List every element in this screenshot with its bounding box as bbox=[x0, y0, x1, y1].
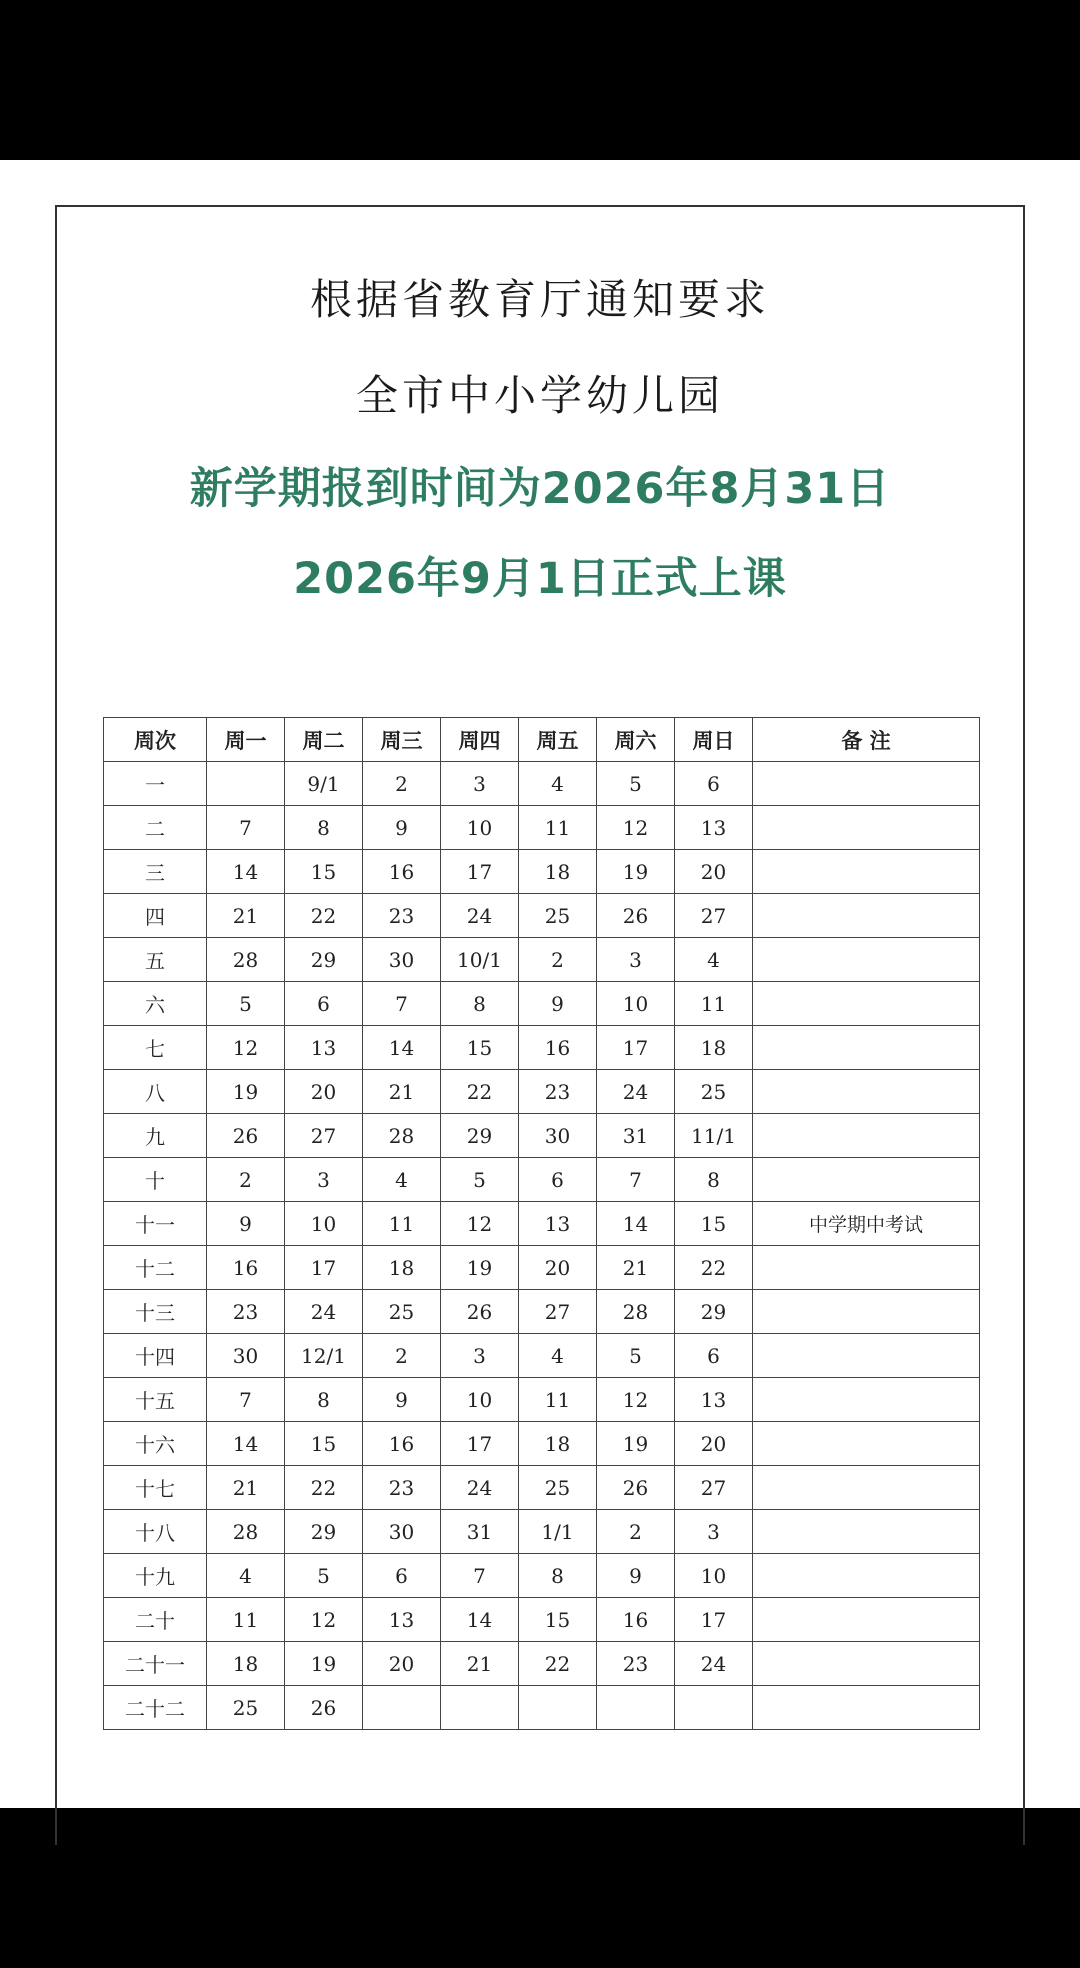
date-cell bbox=[207, 762, 285, 806]
date-cell: 16 bbox=[363, 850, 441, 894]
date-cell: 22 bbox=[519, 1642, 597, 1686]
date-cell: 28 bbox=[207, 938, 285, 982]
table-row bbox=[104, 982, 980, 1026]
date-cell: 25 bbox=[519, 1466, 597, 1510]
remark-cell bbox=[753, 1378, 980, 1422]
date-cell: 19 bbox=[441, 1246, 519, 1290]
date-cell: 21 bbox=[207, 894, 285, 938]
date-cell: 23 bbox=[207, 1290, 285, 1334]
date-cell: 20 bbox=[675, 1422, 753, 1466]
column-header: 周三 bbox=[363, 718, 441, 762]
remark-cell bbox=[753, 762, 980, 806]
date-cell: 13 bbox=[363, 1598, 441, 1642]
date-cell: 16 bbox=[363, 1422, 441, 1466]
date-cell: 8 bbox=[675, 1158, 753, 1202]
date-cell: 24 bbox=[675, 1642, 753, 1686]
date-cell: 13 bbox=[675, 806, 753, 850]
table-row bbox=[104, 1246, 980, 1290]
date-cell: 24 bbox=[441, 894, 519, 938]
table-row bbox=[104, 1598, 980, 1642]
date-cell: 17 bbox=[285, 1246, 363, 1290]
date-cell: 29 bbox=[285, 1510, 363, 1554]
week-number-cell: 十五 bbox=[104, 1378, 207, 1422]
date-cell: 19 bbox=[285, 1642, 363, 1686]
date-cell: 21 bbox=[597, 1246, 675, 1290]
remark-cell bbox=[753, 1114, 980, 1158]
date-cell: 27 bbox=[675, 894, 753, 938]
date-cell: 16 bbox=[519, 1026, 597, 1070]
date-cell: 6 bbox=[363, 1554, 441, 1598]
date-cell: 19 bbox=[207, 1070, 285, 1114]
date-cell: 26 bbox=[207, 1114, 285, 1158]
date-cell: 6 bbox=[675, 1334, 753, 1378]
date-cell: 22 bbox=[675, 1246, 753, 1290]
table-row bbox=[104, 1026, 980, 1070]
date-cell bbox=[519, 1686, 597, 1730]
table-row bbox=[104, 894, 980, 938]
date-cell: 23 bbox=[363, 1466, 441, 1510]
table-row bbox=[104, 1466, 980, 1510]
remark-cell bbox=[753, 938, 980, 982]
remark-cell bbox=[753, 1642, 980, 1686]
date-cell: 29 bbox=[285, 938, 363, 982]
remark-cell bbox=[753, 982, 980, 1026]
date-cell: 13 bbox=[519, 1202, 597, 1246]
table-row bbox=[104, 1290, 980, 1334]
table-body bbox=[104, 762, 980, 1730]
date-cell: 9/1 bbox=[285, 762, 363, 806]
remark-cell bbox=[753, 1510, 980, 1554]
date-cell: 2 bbox=[363, 1334, 441, 1378]
date-cell: 2 bbox=[207, 1158, 285, 1202]
date-cell: 8 bbox=[285, 806, 363, 850]
remark-cell bbox=[753, 1334, 980, 1378]
date-cell: 3 bbox=[285, 1158, 363, 1202]
date-cell: 13 bbox=[285, 1026, 363, 1070]
date-cell: 9 bbox=[363, 1378, 441, 1422]
school-calendar-table bbox=[103, 717, 980, 1730]
date-cell: 4 bbox=[675, 938, 753, 982]
date-cell: 7 bbox=[597, 1158, 675, 1202]
table-row bbox=[104, 1378, 980, 1422]
date-cell: 13 bbox=[675, 1378, 753, 1422]
date-cell: 14 bbox=[363, 1026, 441, 1070]
date-cell: 15 bbox=[285, 1422, 363, 1466]
remark-cell bbox=[753, 1466, 980, 1510]
date-cell: 2 bbox=[519, 938, 597, 982]
date-cell: 16 bbox=[207, 1246, 285, 1290]
date-cell: 7 bbox=[207, 806, 285, 850]
table-row bbox=[104, 1554, 980, 1598]
date-cell: 6 bbox=[285, 982, 363, 1026]
column-header: 周四 bbox=[441, 718, 519, 762]
date-cell: 29 bbox=[675, 1290, 753, 1334]
date-cell: 12 bbox=[285, 1598, 363, 1642]
date-cell: 22 bbox=[441, 1070, 519, 1114]
column-header: 周二 bbox=[285, 718, 363, 762]
notice-line-1: 根据省教育厅通知要求 bbox=[309, 275, 770, 324]
week-number-cell: 十七 bbox=[104, 1466, 207, 1510]
date-cell: 4 bbox=[207, 1554, 285, 1598]
date-cell: 9 bbox=[207, 1202, 285, 1246]
date-cell: 11 bbox=[519, 1378, 597, 1422]
remark-cell bbox=[753, 1246, 980, 1290]
table-row bbox=[104, 1422, 980, 1466]
date-cell: 10 bbox=[441, 1378, 519, 1422]
date-cell: 3 bbox=[441, 762, 519, 806]
column-header: 周次 bbox=[104, 718, 207, 762]
date-cell: 12 bbox=[597, 806, 675, 850]
date-cell: 1/1 bbox=[519, 1510, 597, 1554]
date-cell: 8 bbox=[519, 1554, 597, 1598]
date-cell: 18 bbox=[519, 850, 597, 894]
week-number-cell: 十二 bbox=[104, 1246, 207, 1290]
week-number-cell: 九 bbox=[104, 1114, 207, 1158]
date-cell: 22 bbox=[285, 894, 363, 938]
table-row bbox=[104, 938, 980, 982]
remark-cell bbox=[753, 1070, 980, 1114]
date-cell: 28 bbox=[597, 1290, 675, 1334]
date-cell: 26 bbox=[597, 1466, 675, 1510]
date-cell: 14 bbox=[207, 850, 285, 894]
date-cell: 10 bbox=[285, 1202, 363, 1246]
week-number-cell: 二十二 bbox=[104, 1686, 207, 1730]
date-cell: 22 bbox=[285, 1466, 363, 1510]
date-cell: 5 bbox=[285, 1554, 363, 1598]
date-cell: 20 bbox=[363, 1642, 441, 1686]
date-cell: 7 bbox=[441, 1554, 519, 1598]
table-row bbox=[104, 1158, 980, 1202]
column-header: 周日 bbox=[675, 718, 753, 762]
week-number-cell: 十一 bbox=[104, 1202, 207, 1246]
date-cell: 10 bbox=[675, 1554, 753, 1598]
date-cell: 18 bbox=[207, 1642, 285, 1686]
date-cell: 3 bbox=[597, 938, 675, 982]
date-cell: 26 bbox=[597, 894, 675, 938]
week-number-cell: 四 bbox=[104, 894, 207, 938]
registration-date-line: 新学期报到时间为2026年8月31日 bbox=[189, 464, 891, 514]
date-cell: 23 bbox=[597, 1642, 675, 1686]
date-cell: 5 bbox=[597, 1334, 675, 1378]
date-cell: 9 bbox=[519, 982, 597, 1026]
table-row bbox=[104, 1334, 980, 1378]
remark-cell bbox=[753, 1686, 980, 1730]
date-cell: 18 bbox=[519, 1422, 597, 1466]
date-cell: 25 bbox=[675, 1070, 753, 1114]
column-header: 周一 bbox=[207, 718, 285, 762]
date-cell: 5 bbox=[207, 982, 285, 1026]
date-cell: 30 bbox=[207, 1334, 285, 1378]
date-cell: 19 bbox=[597, 1422, 675, 1466]
table-row bbox=[104, 1202, 980, 1246]
date-cell: 14 bbox=[441, 1598, 519, 1642]
date-cell: 3 bbox=[441, 1334, 519, 1378]
date-cell: 19 bbox=[597, 850, 675, 894]
date-cell: 17 bbox=[675, 1598, 753, 1642]
week-number-cell: 七 bbox=[104, 1026, 207, 1070]
week-number-cell: 五 bbox=[104, 938, 207, 982]
date-cell: 9 bbox=[363, 806, 441, 850]
date-cell: 30 bbox=[519, 1114, 597, 1158]
date-cell: 28 bbox=[363, 1114, 441, 1158]
date-cell bbox=[441, 1686, 519, 1730]
date-cell: 25 bbox=[363, 1290, 441, 1334]
date-cell: 31 bbox=[597, 1114, 675, 1158]
table-row bbox=[104, 1686, 980, 1730]
week-number-cell: 十六 bbox=[104, 1422, 207, 1466]
date-cell: 12 bbox=[441, 1202, 519, 1246]
table-row bbox=[104, 1114, 980, 1158]
date-cell: 12/1 bbox=[285, 1334, 363, 1378]
table-row bbox=[104, 850, 980, 894]
date-cell: 11/1 bbox=[675, 1114, 753, 1158]
table-row bbox=[104, 1070, 980, 1114]
notice-line-2: 全市中小学幼儿园 bbox=[355, 371, 724, 420]
date-cell: 11 bbox=[207, 1598, 285, 1642]
date-cell: 12 bbox=[207, 1026, 285, 1070]
date-cell: 21 bbox=[441, 1642, 519, 1686]
date-cell: 4 bbox=[519, 762, 597, 806]
date-cell: 16 bbox=[597, 1598, 675, 1642]
remark-cell bbox=[753, 850, 980, 894]
remark-cell bbox=[753, 1598, 980, 1642]
week-number-cell: 二 bbox=[104, 806, 207, 850]
table-row bbox=[104, 1510, 980, 1554]
date-cell: 23 bbox=[363, 894, 441, 938]
date-cell: 5 bbox=[597, 762, 675, 806]
date-cell: 17 bbox=[441, 1422, 519, 1466]
week-number-cell: 二十一 bbox=[104, 1642, 207, 1686]
table-header-row bbox=[104, 718, 980, 762]
date-cell: 18 bbox=[675, 1026, 753, 1070]
date-cell: 21 bbox=[363, 1070, 441, 1114]
date-cell: 27 bbox=[519, 1290, 597, 1334]
date-cell: 10/1 bbox=[441, 938, 519, 982]
table-row bbox=[104, 806, 980, 850]
date-cell: 20 bbox=[285, 1070, 363, 1114]
date-cell: 17 bbox=[597, 1026, 675, 1070]
date-cell: 25 bbox=[519, 894, 597, 938]
date-cell: 5 bbox=[441, 1158, 519, 1202]
date-cell: 14 bbox=[597, 1202, 675, 1246]
date-cell: 24 bbox=[597, 1070, 675, 1114]
date-cell: 4 bbox=[363, 1158, 441, 1202]
week-number-cell: 十四 bbox=[104, 1334, 207, 1378]
date-cell: 2 bbox=[363, 762, 441, 806]
date-cell: 8 bbox=[441, 982, 519, 1026]
date-cell bbox=[597, 1686, 675, 1730]
date-cell: 30 bbox=[363, 1510, 441, 1554]
table-row bbox=[104, 1642, 980, 1686]
remark-cell: 中学期中考试 bbox=[753, 1202, 980, 1246]
date-cell: 11 bbox=[363, 1202, 441, 1246]
week-number-cell: 一 bbox=[104, 762, 207, 806]
remark-cell bbox=[753, 806, 980, 850]
date-cell: 6 bbox=[519, 1158, 597, 1202]
date-cell: 15 bbox=[285, 850, 363, 894]
date-cell: 27 bbox=[675, 1466, 753, 1510]
remark-cell bbox=[753, 1554, 980, 1598]
class-start-date-line: 2026年9月1日正式上课 bbox=[293, 554, 787, 604]
date-cell: 14 bbox=[207, 1422, 285, 1466]
date-cell: 25 bbox=[207, 1686, 285, 1730]
remark-cell bbox=[753, 894, 980, 938]
date-cell: 15 bbox=[675, 1202, 753, 1246]
week-number-cell: 十八 bbox=[104, 1510, 207, 1554]
date-cell: 28 bbox=[207, 1510, 285, 1554]
date-cell: 24 bbox=[285, 1290, 363, 1334]
date-cell: 29 bbox=[441, 1114, 519, 1158]
date-cell: 7 bbox=[207, 1378, 285, 1422]
date-cell: 10 bbox=[597, 982, 675, 1026]
date-cell: 11 bbox=[519, 806, 597, 850]
date-cell: 18 bbox=[363, 1246, 441, 1290]
date-cell bbox=[675, 1686, 753, 1730]
remark-cell bbox=[753, 1158, 980, 1202]
date-cell: 23 bbox=[519, 1070, 597, 1114]
date-cell: 24 bbox=[441, 1466, 519, 1510]
date-cell: 7 bbox=[363, 982, 441, 1026]
week-number-cell: 二十 bbox=[104, 1598, 207, 1642]
date-cell: 31 bbox=[441, 1510, 519, 1554]
column-header: 周五 bbox=[519, 718, 597, 762]
week-number-cell: 六 bbox=[104, 982, 207, 1026]
week-number-cell: 十三 bbox=[104, 1290, 207, 1334]
date-cell: 20 bbox=[675, 850, 753, 894]
date-cell: 11 bbox=[675, 982, 753, 1026]
date-cell bbox=[363, 1686, 441, 1730]
date-cell: 4 bbox=[519, 1334, 597, 1378]
date-cell: 21 bbox=[207, 1466, 285, 1510]
date-cell: 15 bbox=[519, 1598, 597, 1642]
week-number-cell: 十 bbox=[104, 1158, 207, 1202]
remark-cell bbox=[753, 1290, 980, 1334]
date-cell: 17 bbox=[441, 850, 519, 894]
remark-cell bbox=[753, 1422, 980, 1466]
date-cell: 2 bbox=[597, 1510, 675, 1554]
date-cell: 3 bbox=[675, 1510, 753, 1554]
date-cell: 20 bbox=[519, 1246, 597, 1290]
date-cell: 10 bbox=[441, 806, 519, 850]
date-cell: 6 bbox=[675, 762, 753, 806]
notice-sheet bbox=[0, 160, 1080, 1808]
date-cell: 15 bbox=[441, 1026, 519, 1070]
date-cell: 26 bbox=[285, 1686, 363, 1730]
week-number-cell: 三 bbox=[104, 850, 207, 894]
column-header: 备 注 bbox=[753, 718, 980, 762]
date-cell: 30 bbox=[363, 938, 441, 982]
column-header: 周六 bbox=[597, 718, 675, 762]
week-number-cell: 十九 bbox=[104, 1554, 207, 1598]
date-cell: 8 bbox=[285, 1378, 363, 1422]
date-cell: 27 bbox=[285, 1114, 363, 1158]
date-cell: 9 bbox=[597, 1554, 675, 1598]
remark-cell bbox=[753, 1026, 980, 1070]
week-number-cell: 八 bbox=[104, 1070, 207, 1114]
date-cell: 26 bbox=[441, 1290, 519, 1334]
date-cell: 12 bbox=[597, 1378, 675, 1422]
table-row bbox=[104, 762, 980, 806]
